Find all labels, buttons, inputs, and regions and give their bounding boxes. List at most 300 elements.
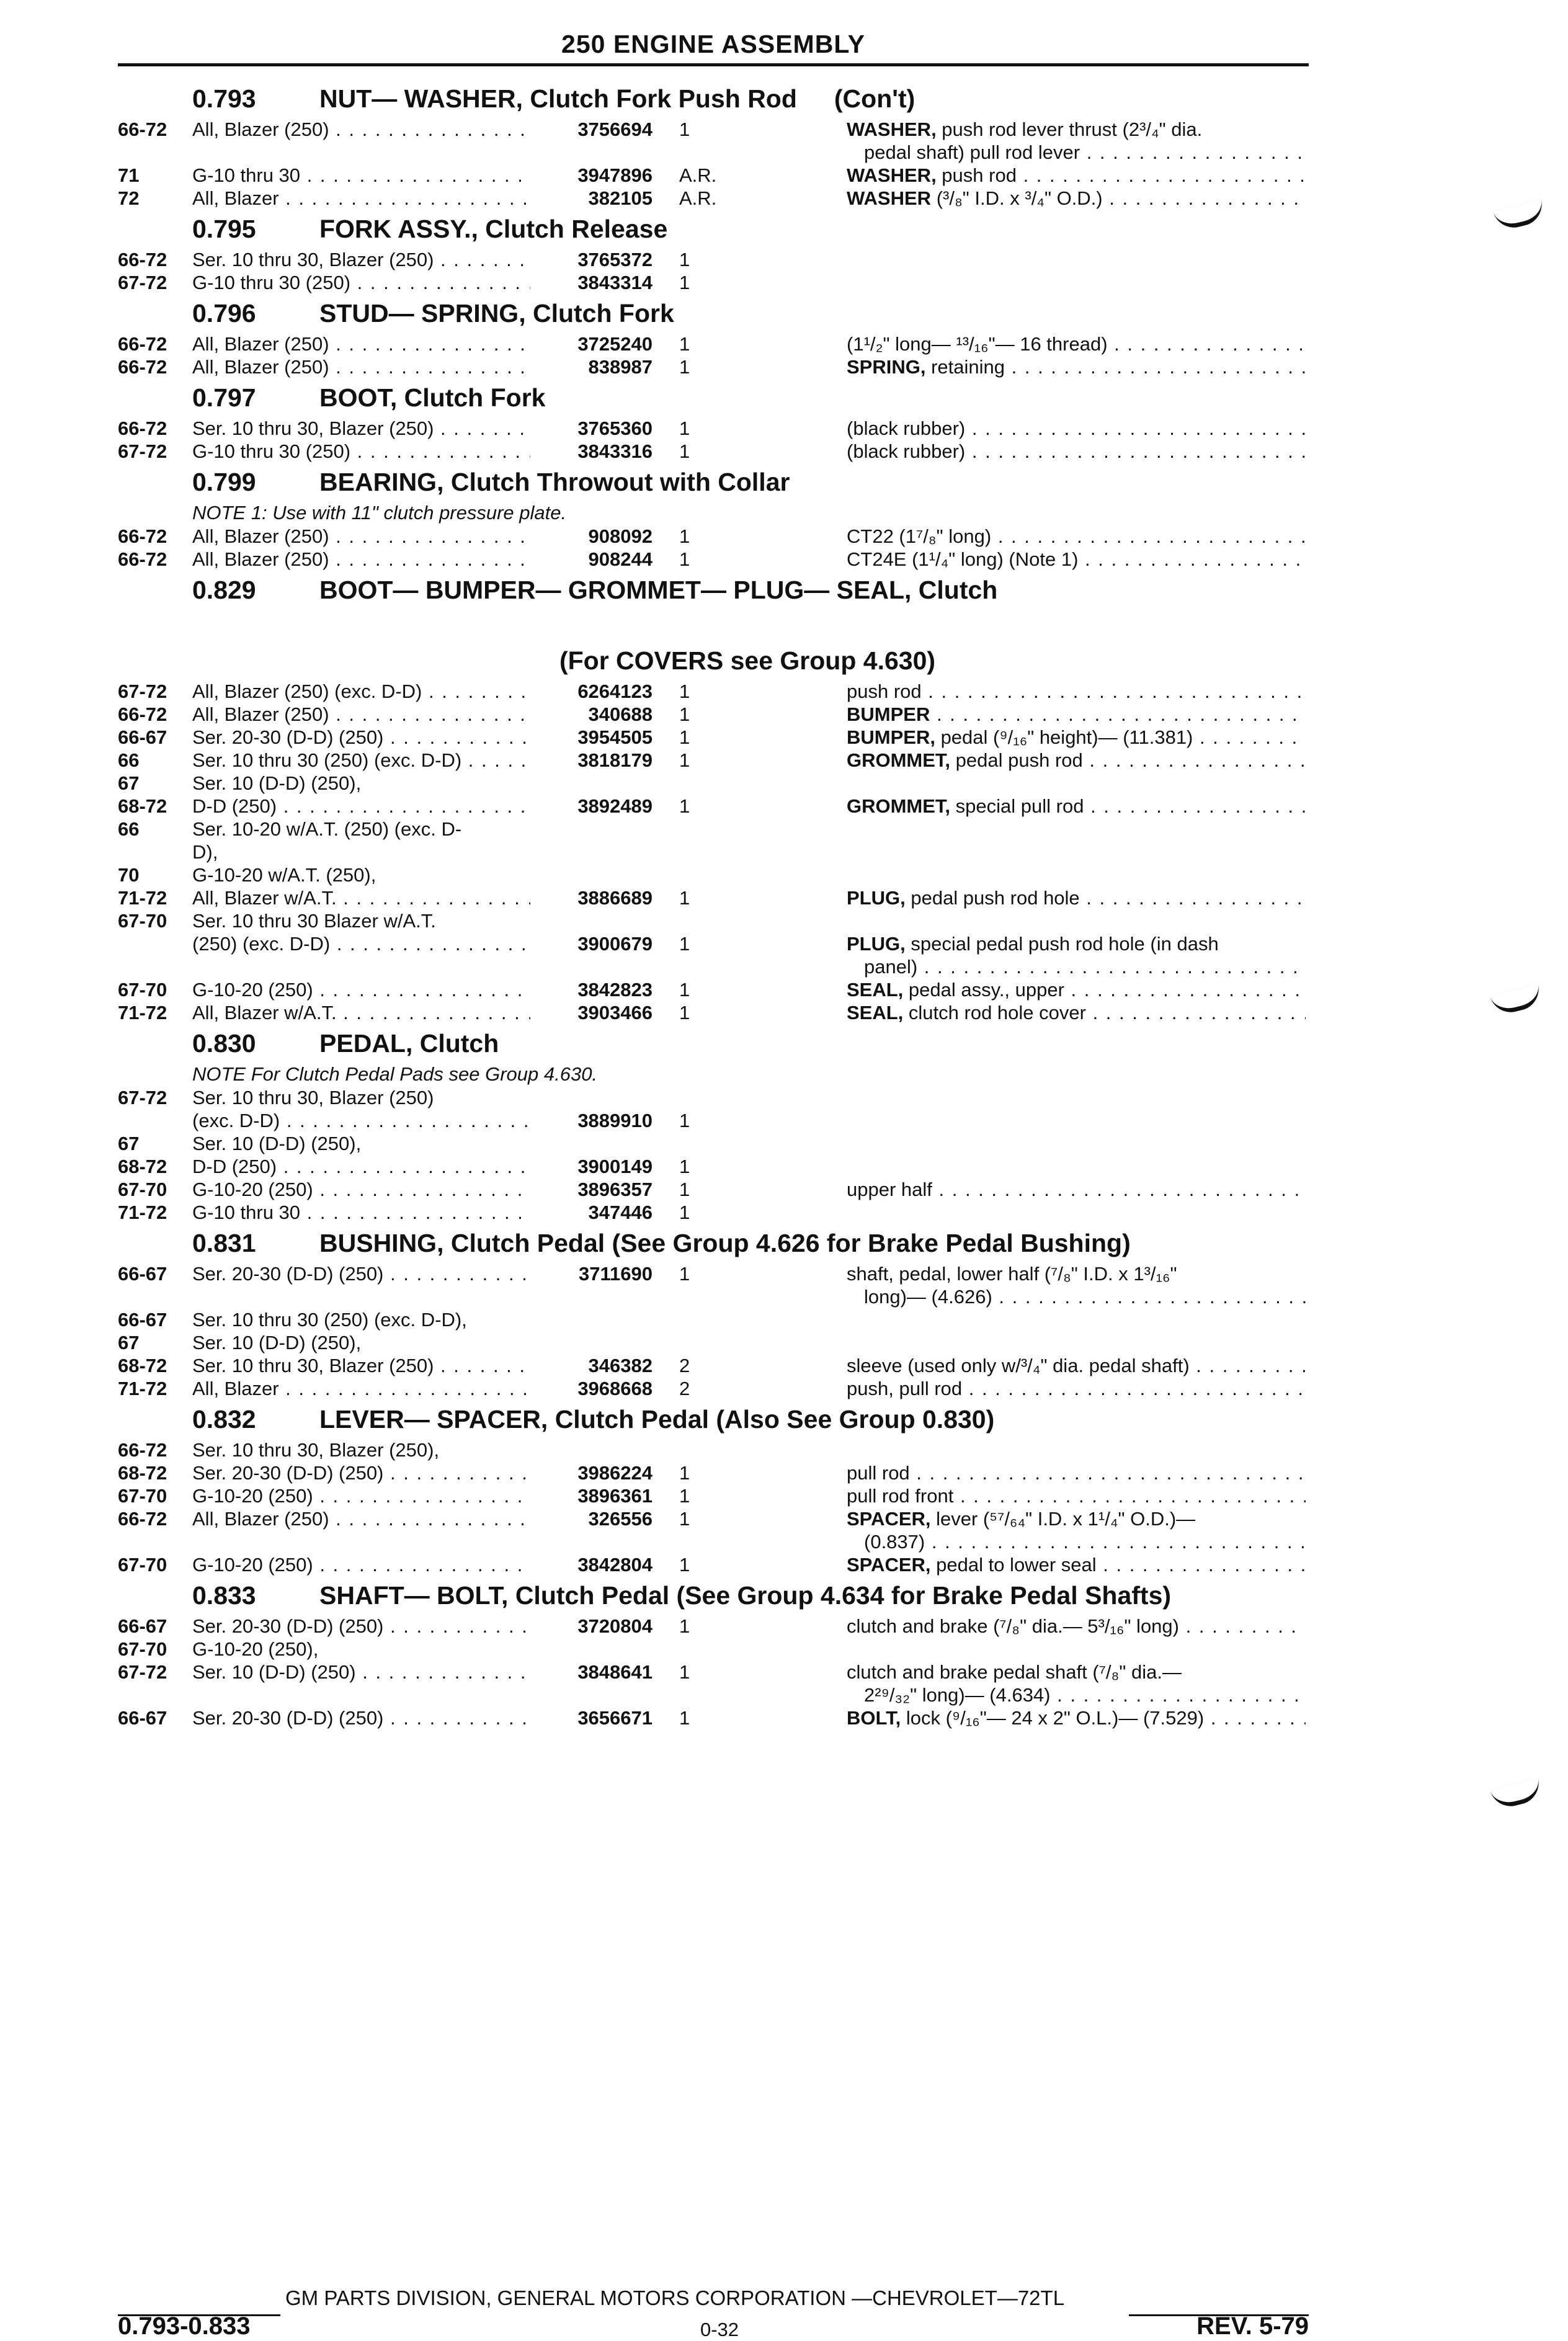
description-keyword: SEAL,: [847, 979, 904, 1001]
model-years: 67-72: [118, 440, 167, 462]
description: [847, 703, 1306, 726]
model-years: 67-70: [118, 1554, 167, 1576]
model-years: 67-70: [118, 1485, 167, 1507]
part-row: [0, 355, 1568, 378]
application: G-10 thru 30 . . .: [192, 164, 530, 187]
description-keyword: PLUG,: [847, 933, 906, 955]
quantity: 1: [679, 440, 690, 462]
description-line: [847, 703, 1306, 726]
part-row: [0, 1109, 1568, 1132]
part-row: [0, 440, 1568, 463]
application: D-D (250) . . .: [192, 795, 530, 818]
application: All, Blazer w/A.T. . . .: [192, 886, 530, 909]
description: [847, 886, 1306, 909]
description: [847, 332, 1306, 355]
description-keyword: BUMPER,: [847, 726, 935, 748]
application: Ser. 10 thru 30, Blazer (250),: [192, 1439, 440, 1461]
model-years: 67: [118, 1133, 140, 1154]
part-number: 3765360: [577, 417, 653, 439]
part-row: [0, 332, 1568, 355]
quantity: 1: [679, 1462, 690, 1484]
part-number: 3843316: [577, 440, 653, 462]
quantity: 1: [679, 1202, 690, 1223]
part-number: 3968668: [577, 1378, 653, 1399]
model-years: 66-72: [118, 525, 167, 547]
description: [847, 417, 1306, 440]
group-number: 0.830: [192, 1029, 256, 1058]
part-number: 838987: [588, 356, 653, 378]
part-row: [0, 1132, 1568, 1155]
part-row: [0, 1354, 1568, 1377]
description-line: BUMPER, pedal (⁹/₁₆" height)— (11.381) . . .: [847, 726, 1306, 749]
part-row: [0, 248, 1568, 271]
part-row: [0, 1201, 1568, 1224]
model-years: 71-72: [118, 1202, 167, 1223]
application: D-D (250) . . .: [192, 1155, 530, 1178]
part-row: [0, 909, 1568, 932]
description-line: WASHER (³/₈" I.D. x ³/₄" O.D.) . . .: [847, 187, 1306, 210]
part-number: 3711690: [579, 1263, 653, 1285]
model-years: 66-67: [118, 726, 167, 748]
group-title: BOOT— BUMPER— GROMMET— PLUG— SEAL, Clutch: [319, 576, 998, 604]
application: Ser. 20-30 (D-D) (250) . . .: [192, 1262, 530, 1285]
group-title: BEARING, Clutch Throwout with Collar: [319, 468, 790, 496]
part-number: 3896357: [577, 1179, 653, 1200]
model-years: 66-67: [118, 1309, 167, 1331]
description: [847, 978, 1306, 1001]
application: Ser. 10 thru 30, Blazer (250) . . .: [192, 248, 530, 271]
description: [847, 932, 1306, 978]
part-row: [0, 1377, 1568, 1400]
description-line: clutch and brake (⁷/₈" dia.— 5³/₁₆" long) . . .: [847, 1615, 1306, 1638]
group-number: 0.832: [192, 1405, 256, 1434]
application: Ser. 20-30 (D-D) (250) . . .: [192, 1461, 530, 1484]
application: Ser. 10 thru 30 (250) (exc. D-D),: [192, 1309, 467, 1331]
model-years: 71-72: [118, 1002, 167, 1023]
model-years: 71-72: [118, 887, 167, 909]
model-years: 66-67: [118, 1707, 167, 1729]
description-line: long)— (4.626) . . .: [847, 1285, 1306, 1308]
part-row: [0, 772, 1568, 795]
application: All, Blazer (250) . . .: [192, 703, 530, 726]
part-number: 3900679: [577, 933, 653, 955]
part-row: [0, 680, 1568, 703]
part-row: [0, 1155, 1568, 1178]
description-line: SEAL, clutch rod hole cover . . .: [847, 1001, 1306, 1024]
description: [847, 1553, 1306, 1576]
model-years: 66-72: [118, 118, 167, 140]
quantity: 1: [679, 272, 690, 293]
application: Ser. 10 (D-D) (250) . . .: [192, 1661, 530, 1683]
description: [847, 1706, 1306, 1729]
description-line: panel) . . .: [847, 955, 1306, 978]
group-header: [0, 1024, 1568, 1063]
part-row: [0, 1507, 1568, 1553]
application: G-10-20 (250) . . .: [192, 1484, 530, 1507]
description: [847, 548, 1306, 571]
model-years: 68-72: [118, 1462, 167, 1484]
model-years: 66: [118, 818, 140, 840]
part-row: [0, 1484, 1568, 1507]
group-continued: (Con't): [834, 84, 915, 113]
application: Ser. 20-30 (D-D) (250) . . .: [192, 726, 530, 749]
quantity: 1: [679, 749, 690, 771]
part-row: [0, 1553, 1568, 1576]
description-line: (black rubber) . . .: [847, 417, 1306, 440]
description: [847, 1484, 1306, 1507]
group-title: STUD— SPRING, Clutch Fork: [319, 299, 674, 328]
group-title: PEDAL, Clutch: [319, 1029, 499, 1058]
group-number: 0.793: [192, 84, 256, 113]
description-line: (black rubber) . . .: [847, 440, 1306, 463]
application: All, Blazer (250) . . .: [192, 548, 530, 571]
group-title: LEVER— SPACER, Clutch Pedal (Also See Group 0.830): [319, 1405, 995, 1434]
part-number: 3896361: [577, 1485, 653, 1507]
part-row: [0, 271, 1568, 294]
group-header: [0, 1576, 1568, 1615]
part-row: [0, 886, 1568, 909]
description-line: SEAL, pedal assy., upper . . .: [847, 978, 1306, 1001]
part-row: [0, 749, 1568, 772]
description: [847, 1661, 1306, 1706]
part-number: 6264123: [577, 680, 653, 702]
application: Ser. 10 (D-D) (250),: [192, 772, 362, 794]
part-number: 908092: [588, 525, 653, 547]
quantity: A.R.: [679, 187, 717, 209]
part-number: 3765372: [577, 249, 653, 270]
quantity: 1: [679, 680, 690, 702]
quantity: 1: [679, 726, 690, 748]
group-number: 0.831: [192, 1229, 256, 1257]
description: [847, 1262, 1306, 1308]
part-number: 3842823: [577, 979, 653, 1001]
part-row: [0, 818, 1568, 841]
part-row: [0, 1461, 1568, 1484]
description-line: PLUG, special pedal push rod hole (in dash: [847, 933, 1219, 955]
part-number: 326556: [588, 1508, 653, 1530]
application: All, Blazer (250) . . .: [192, 118, 530, 141]
description-line: shaft, pedal, lower half (⁷/₈" I.D. x 1³/₁₆": [847, 1263, 1177, 1285]
page-title: 250 ENGINE ASSEMBLY: [561, 30, 865, 58]
group-number: 0.795: [192, 215, 256, 243]
model-years: 67: [118, 772, 140, 794]
description-line: (0.837) . . .: [847, 1530, 1306, 1553]
part-row: [0, 1661, 1568, 1706]
part-number: 3843314: [577, 272, 653, 293]
description-line: pedal shaft) pull rod lever . . .: [847, 141, 1306, 164]
model-years: 68-72: [118, 1355, 167, 1376]
application: All, Blazer (250) . . .: [192, 525, 530, 548]
application: G-10 thru 30 . . .: [192, 1201, 530, 1224]
application: All, Blazer (250) . . .: [192, 355, 530, 378]
part-row: [0, 187, 1568, 210]
model-years: 68-72: [118, 1156, 167, 1177]
model-years: 67-70: [118, 1638, 167, 1660]
quantity: 1: [679, 118, 690, 140]
quantity: 2: [679, 1378, 690, 1399]
description: [847, 187, 1306, 210]
model-years: 66-72: [118, 703, 167, 725]
part-number: 3903466: [577, 1002, 653, 1023]
application: Ser. 10 (D-D) (250),: [192, 1332, 362, 1353]
application: Ser. 10 thru 30 (250) (exc. D-D) . . .: [192, 749, 530, 772]
group-title: FORK ASSY., Clutch Release: [319, 215, 668, 243]
description-line: WASHER, push rod lever thrust (2³/₄" dia.: [847, 118, 1203, 140]
description-line: push, pull rod . . .: [847, 1377, 1306, 1400]
description-keyword: SEAL,: [847, 1002, 904, 1023]
quantity: 1: [679, 795, 690, 817]
application: (250) (exc. D-D) . . .: [192, 932, 530, 955]
part-row: [0, 1438, 1568, 1461]
part-row: [0, 1262, 1568, 1308]
description-line: push rod . . .: [847, 680, 1306, 703]
model-years: 66-72: [118, 1439, 167, 1461]
quantity: 1: [679, 1179, 690, 1200]
application: Ser. 10 thru 30 Blazer w/A.T.: [192, 910, 436, 932]
description-line: CT22 (1⁷/₈" long) . . .: [847, 525, 1306, 548]
description: [847, 1377, 1306, 1400]
model-years: 66-72: [118, 249, 167, 270]
description: [847, 1615, 1306, 1638]
part-row: [0, 863, 1568, 886]
part-row: [0, 841, 1568, 863]
model-years: 68-72: [118, 795, 167, 817]
quantity: 1: [679, 525, 690, 547]
application: Ser. 10 thru 30, Blazer (250) . . .: [192, 1354, 530, 1377]
model-years: 67-70: [118, 979, 167, 1001]
application: All, Blazer w/A.T. . . .: [192, 1001, 530, 1024]
part-row: [0, 1638, 1568, 1661]
part-number: 908244: [588, 548, 653, 570]
quantity: 1: [679, 1707, 690, 1729]
description: [847, 680, 1306, 703]
description: [847, 164, 1306, 187]
group-title: BUSHING, Clutch Pedal (See Group 4.626 for Brake Pedal Bushing): [319, 1229, 1131, 1257]
part-row: [0, 1331, 1568, 1354]
footer-page-number: 0-32: [700, 2319, 739, 2340]
description-line: pull rod front . . .: [847, 1484, 1306, 1507]
model-years: 66-67: [118, 1615, 167, 1637]
application: (exc. D-D) . . .: [192, 1109, 530, 1132]
part-row: [0, 1308, 1568, 1331]
title-rule: [118, 63, 1309, 66]
description: [847, 440, 1306, 463]
application: All, Blazer (250) . . .: [192, 332, 530, 355]
application: Ser. 20-30 (D-D) (250) . . .: [192, 1615, 530, 1638]
description-keyword: SPACER,: [847, 1508, 931, 1530]
group-spacer: [0, 609, 1568, 641]
part-row: [0, 978, 1568, 1001]
quantity: 1: [679, 1661, 690, 1683]
description-line: CT24E (1¹/₄" long) (Note 1) . . .: [847, 548, 1306, 571]
quantity: 1: [679, 1615, 690, 1637]
footer-group-range: 0.793-0.833: [118, 2312, 251, 2340]
quantity: A.R.: [679, 164, 717, 186]
group-note: NOTE For Clutch Pedal Pads see Group 4.630.: [192, 1063, 598, 1085]
group-title: SHAFT— BOLT, Clutch Pedal (See Group 4.634 for Brake Pedal Shafts): [319, 1581, 1172, 1610]
model-years: 66: [118, 749, 140, 771]
application: All, Blazer (250) . . .: [192, 1507, 530, 1530]
model-years: 66-72: [118, 1508, 167, 1530]
group-header: [0, 1224, 1568, 1262]
description: [847, 355, 1306, 378]
description-keyword: SPRING,: [847, 356, 926, 378]
part-number: 3842804: [577, 1554, 653, 1576]
description-line: BOLT, lock (⁹/₁₆"— 24 x 2" O.L.)— (7.529) . . .: [847, 1706, 1306, 1729]
group-header: [0, 378, 1568, 417]
quantity: 1: [679, 703, 690, 725]
application: D),: [192, 841, 218, 863]
part-number: 340688: [588, 703, 653, 725]
description: [847, 749, 1306, 772]
application: Ser. 10-20 w/A.T. (250) (exc. D-: [192, 818, 462, 840]
part-number: 3886689: [577, 887, 653, 909]
application: G-10-20 (250) . . .: [192, 978, 530, 1001]
part-number: 3725240: [577, 333, 653, 355]
group-header: [0, 294, 1568, 332]
part-row: [0, 1178, 1568, 1201]
description: [847, 1354, 1306, 1377]
application: Ser. 10 thru 30, Blazer (250): [192, 1087, 434, 1108]
group-header: [0, 79, 1568, 118]
quantity: 1: [679, 1002, 690, 1023]
quantity: 1: [679, 333, 690, 355]
group-header: [0, 463, 1568, 501]
quantity: 1: [679, 417, 690, 439]
part-number: 347446: [588, 1202, 653, 1223]
part-row: [0, 118, 1568, 164]
group-number: 0.797: [192, 383, 256, 412]
part-number: 3656671: [577, 1707, 653, 1729]
group-note: NOTE 1: Use with 11" clutch pressure plate.: [192, 502, 567, 524]
part-row: [0, 1001, 1568, 1024]
group-number: 0.829: [192, 576, 256, 604]
quantity: 1: [679, 548, 690, 570]
application: G-10-20 w/A.T. (250),: [192, 864, 376, 886]
part-number: 346382: [588, 1355, 653, 1376]
quantity: 1: [679, 1554, 690, 1576]
part-row: [0, 1706, 1568, 1729]
group-title: NUT— WASHER, Clutch Fork Push Rod: [319, 84, 797, 113]
model-years: 67-72: [118, 680, 167, 702]
description: [847, 1001, 1306, 1024]
model-years: 66-72: [118, 548, 167, 570]
model-years: 71: [118, 164, 140, 186]
quantity: 1: [679, 356, 690, 378]
model-years: 67: [118, 1332, 140, 1353]
quantity: 1: [679, 1156, 690, 1177]
model-years: 71-72: [118, 1378, 167, 1399]
model-years: 66-72: [118, 333, 167, 355]
application: G-10-20 (250),: [192, 1638, 319, 1660]
model-years: 66-72: [118, 417, 167, 439]
group-number: 0.799: [192, 468, 256, 496]
model-years: 67-72: [118, 1087, 167, 1108]
quantity: 1: [679, 933, 690, 955]
quantity: 1: [679, 979, 690, 1001]
quantity: 1: [679, 1110, 690, 1131]
quantity: 1: [679, 1485, 690, 1507]
description-line: clutch and brake pedal shaft (⁷/₈" dia.—: [847, 1661, 1182, 1683]
application: All, Blazer (250) (exc. D-D) . . .: [192, 680, 530, 703]
description: [847, 1507, 1306, 1553]
part-row: [0, 703, 1568, 726]
description-keyword: BOLT,: [847, 1707, 901, 1729]
application: Ser. 20-30 (D-D) (250) . . .: [192, 1706, 530, 1729]
model-years: 66-72: [118, 356, 167, 378]
description: [847, 795, 1306, 818]
description: [847, 726, 1306, 749]
application: Ser. 10 (D-D) (250),: [192, 1133, 362, 1154]
parts-listing: [0, 79, 1568, 1729]
part-row: [0, 164, 1568, 187]
part-number: 3900149: [577, 1156, 653, 1177]
description-line: SPRING, retaining . . .: [847, 355, 1306, 378]
part-number: 3848641: [577, 1661, 653, 1683]
part-number: 3892489: [577, 795, 653, 817]
part-number: 3889910: [577, 1110, 653, 1131]
footer-revision: REV. 5-79: [1196, 2312, 1309, 2340]
quantity: 1: [679, 887, 690, 909]
quantity: 1: [679, 1508, 690, 1530]
group-header: [0, 571, 1568, 609]
application: G-10 thru 30 (250) . . .: [192, 271, 530, 294]
model-years: 67-70: [118, 1179, 167, 1200]
part-row: [0, 1615, 1568, 1638]
application: G-10-20 (250) . . .: [192, 1178, 530, 1201]
application: G-10-20 (250) . . .: [192, 1553, 530, 1576]
description-line: pull rod . . .: [847, 1461, 1306, 1484]
model-years: 67-72: [118, 272, 167, 293]
description-line: sleeve (used only w/³/₄" dia. pedal shaft) . . .: [847, 1354, 1306, 1377]
application: All, Blazer . . .: [192, 1377, 530, 1400]
description-keyword: BUMPER: [847, 703, 930, 725]
description-keyword: GROMMET,: [847, 749, 951, 771]
description: [847, 1461, 1306, 1484]
application: Ser. 10 thru 30, Blazer (250) . . .: [192, 417, 530, 440]
description-keyword: WASHER: [847, 187, 932, 209]
group-number: 0.796: [192, 299, 256, 328]
description-line: 2²⁹/₃₂" long)— (4.634) . . .: [847, 1683, 1306, 1706]
group-subhead: (For COVERS see Group 4.630): [559, 646, 936, 675]
description-keyword: PLUG,: [847, 887, 906, 909]
description-keyword: GROMMET,: [847, 795, 951, 817]
part-number: 3756694: [577, 118, 653, 140]
group-header: [0, 210, 1568, 248]
description-keyword: WASHER,: [847, 164, 937, 186]
model-years: 72: [118, 187, 140, 209]
quantity: 1: [679, 1263, 690, 1285]
part-number: 3818179: [577, 749, 653, 771]
part-number: 3954505: [577, 726, 653, 748]
description-line: GROMMET, pedal push rod . . .: [847, 749, 1306, 772]
part-number: 3947896: [577, 164, 653, 186]
description-line: PLUG, pedal push rod hole . . .: [847, 886, 1306, 909]
application: All, Blazer . . .: [192, 187, 530, 210]
description-line: (1¹/₂" long— ¹³/₁₆"— 16 thread) . . .: [847, 332, 1306, 355]
part-row: [0, 795, 1568, 818]
model-years: 70: [118, 864, 140, 886]
model-years: 67-70: [118, 910, 167, 932]
binder-mark: [1490, 1778, 1543, 1811]
part-number: 382105: [588, 187, 653, 209]
quantity: 2: [679, 1355, 690, 1376]
description-keyword: SPACER,: [847, 1554, 931, 1576]
application: G-10 thru 30 (250) . . .: [192, 440, 530, 463]
quantity: 1: [679, 249, 690, 270]
footer-division: GM PARTS DIVISION, GENERAL MOTORS CORPORATION —CHEVROLET—72TL: [285, 2286, 1065, 2309]
part-row: [0, 525, 1568, 548]
